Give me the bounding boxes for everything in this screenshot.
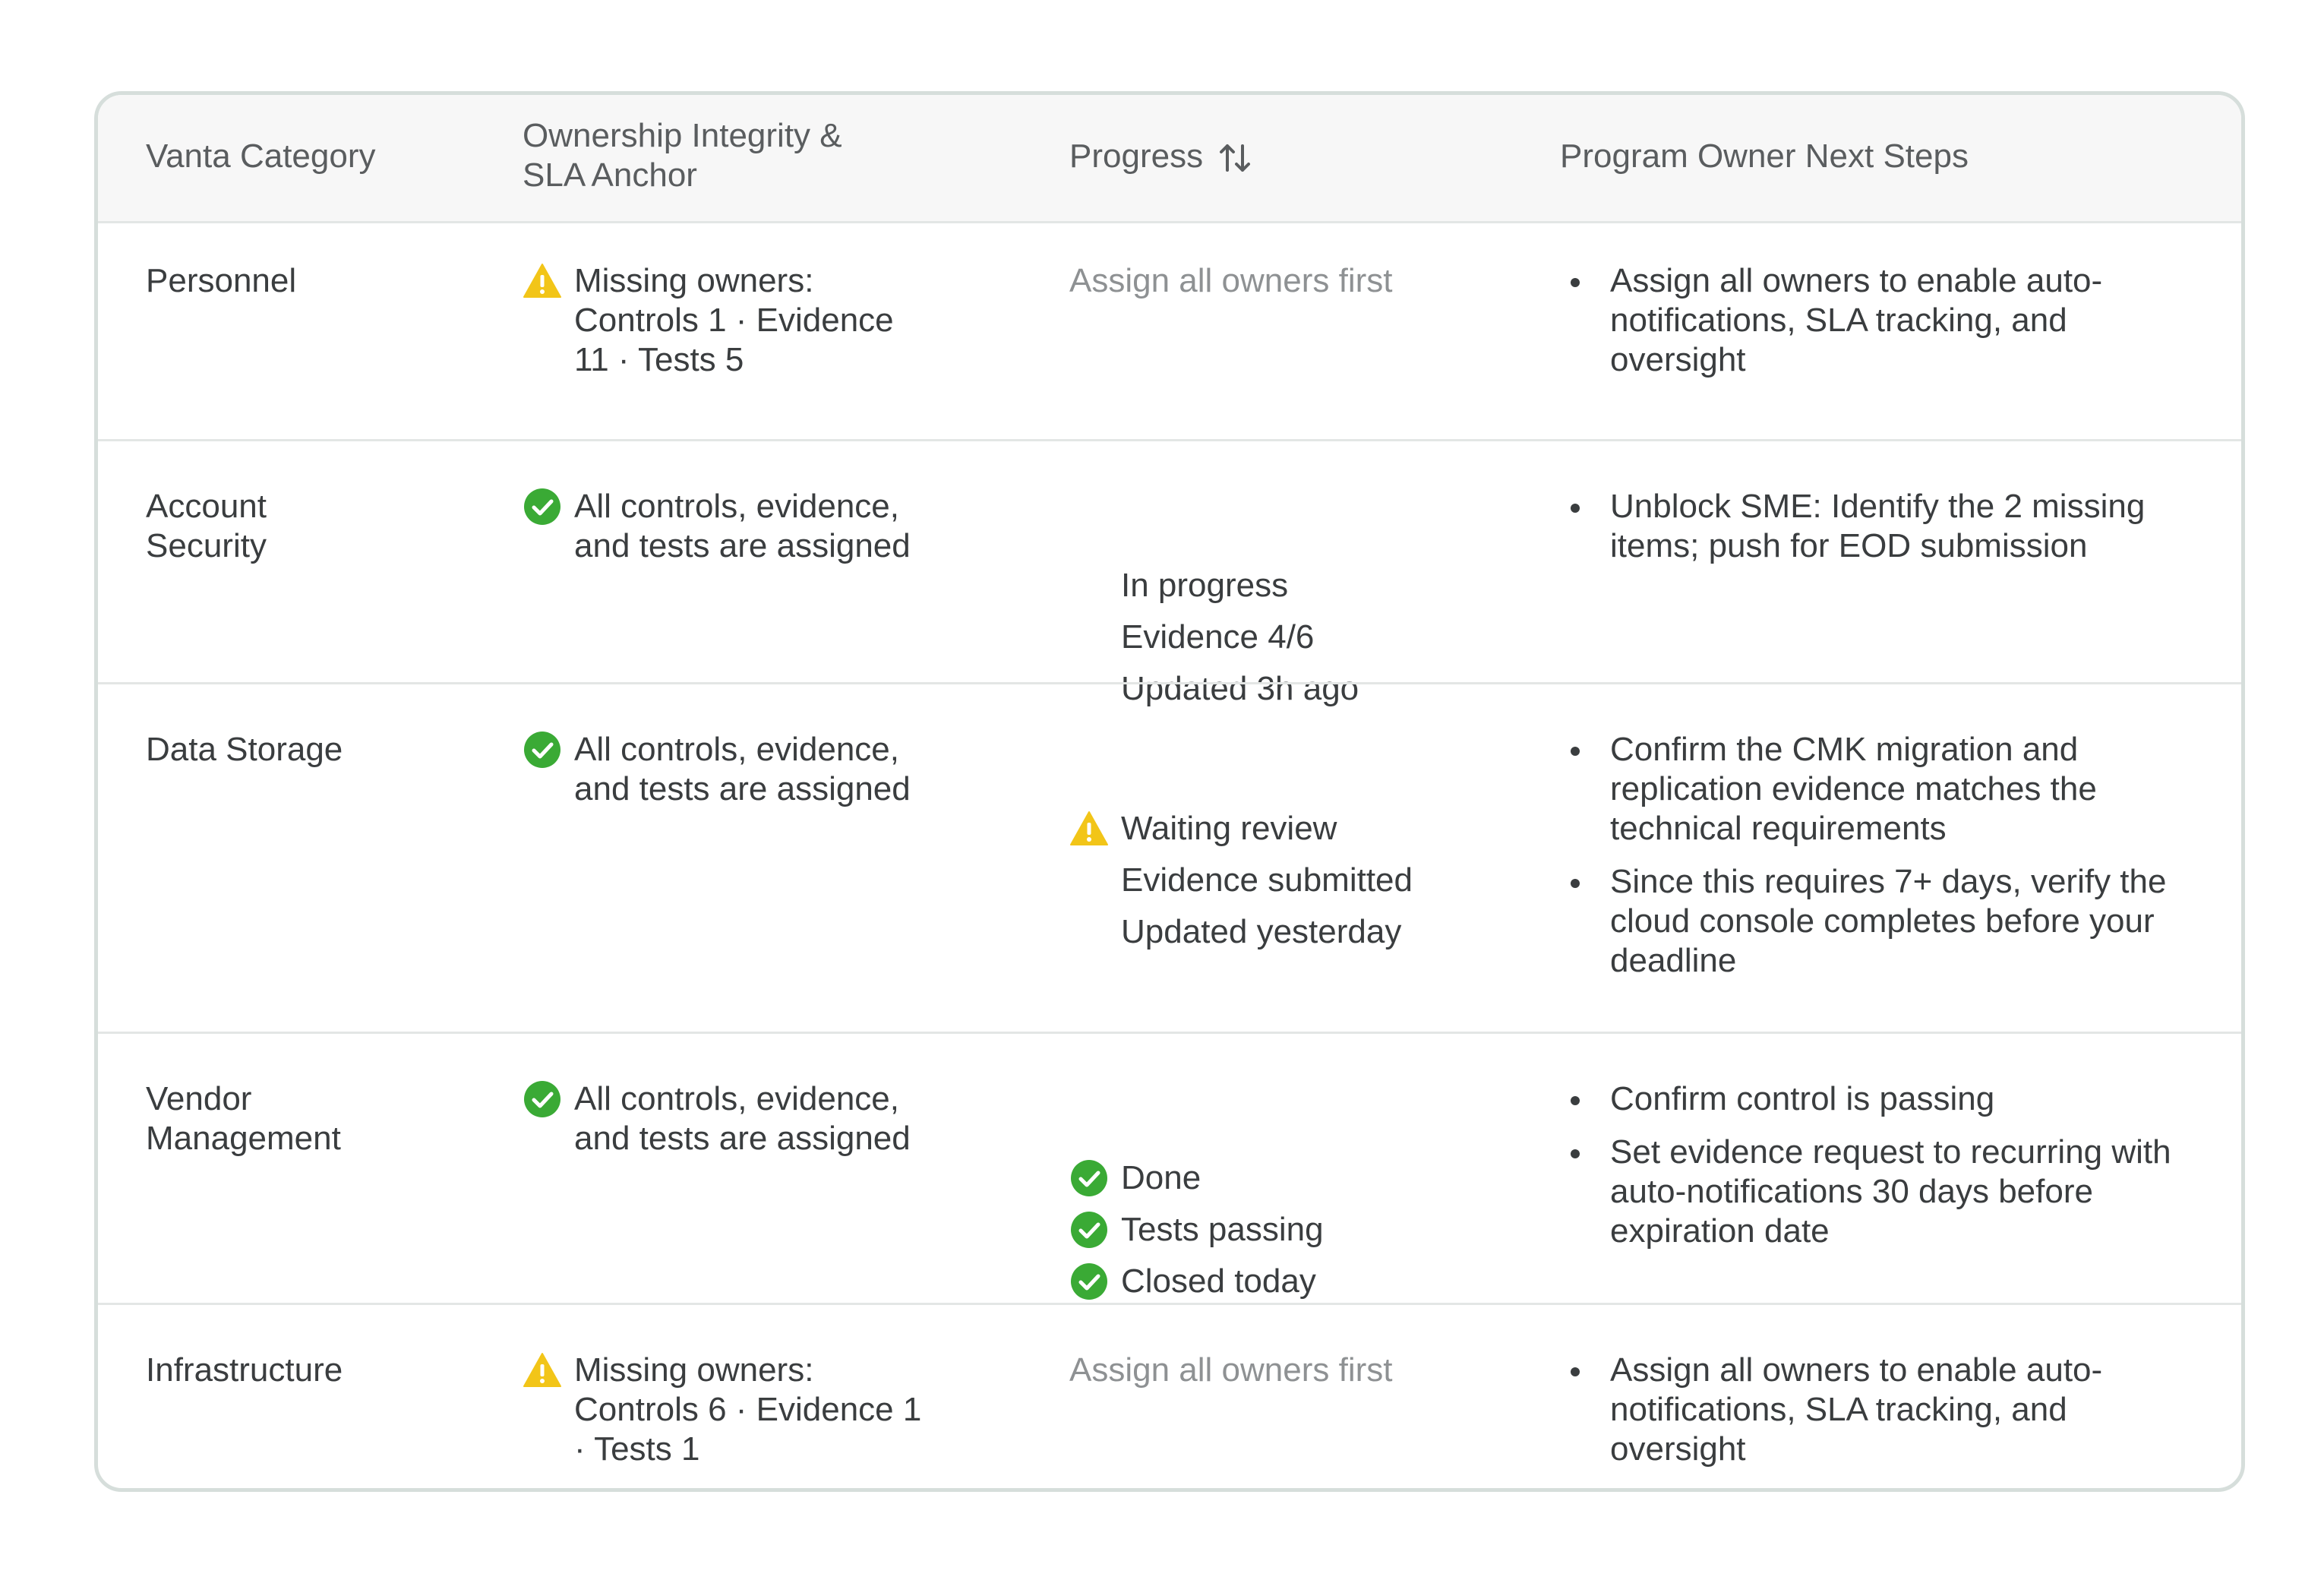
ownership-line: and tests are assigned [574, 527, 911, 564]
category-label: Personnel [146, 262, 297, 299]
category-label: Infrastructure [146, 1351, 343, 1389]
ownership-status [523, 1079, 999, 1158]
next-step-item: Assign all owners to enable auto-notifications, SLA tracking, and oversight [1560, 1351, 2183, 1469]
check-circle-icon [523, 1079, 562, 1119]
progress-line: In progress [1121, 567, 1289, 604]
next-step-item: Assign all owners to enable auto-notifications, SLA tracking, and oversight [1560, 261, 2183, 380]
progress-line-text: Closed today [1121, 1262, 1316, 1300]
ownership-status [523, 261, 999, 380]
table-header [98, 95, 2241, 223]
ownership-line: 11 · Tests 5 [574, 341, 744, 378]
next-steps [1560, 261, 2183, 393]
ownership-line: All controls, evidence, [574, 488, 899, 525]
category-line: Management [146, 1120, 341, 1157]
next-step-item: Confirm control is passing [1560, 1079, 2183, 1119]
next-step-item: Since this requires 7+ days, verify the cloud console completes before your deadline [1560, 862, 2183, 981]
category-line: Vendor [146, 1080, 252, 1117]
progress-line-text: Tests passing [1121, 1211, 1324, 1248]
check-circle-icon [1069, 1262, 1109, 1301]
sort-icon[interactable] [1217, 140, 1253, 176]
ownership-status [523, 1351, 1015, 1469]
table-row [98, 439, 2241, 707]
warning-icon [523, 1351, 562, 1390]
ownership-line: Controls 1 · Evidence [574, 302, 894, 339]
ownership-status [523, 487, 999, 566]
progress-line-text: Done [1121, 1159, 1201, 1196]
ownership-status [523, 730, 999, 809]
table-row [98, 221, 2241, 441]
table-row [98, 1303, 2241, 1490]
check-circle-icon [523, 487, 562, 526]
next-steps [1560, 487, 2183, 580]
header-progress[interactable] [1069, 137, 1253, 176]
header-progress-label: Progress [1069, 137, 1204, 175]
ownership-table-card [94, 91, 2245, 1492]
next-step-item: Unblock SME: Identify the 2 missing items; push for EOD submission [1560, 487, 2183, 566]
check-circle-icon [523, 730, 562, 769]
warning-icon [523, 261, 562, 301]
progress-line: Updated yesterday [1121, 913, 1402, 950]
ownership-line: Missing owners: [574, 262, 814, 299]
next-step-item: Set evidence request to recurring with auto-notifications 30 days before expiration date [1560, 1133, 2183, 1251]
ownership-line: All controls, evidence, [574, 1080, 899, 1117]
category-line: Security [146, 527, 267, 564]
progress-placeholder: Assign all owners first [1069, 262, 1393, 299]
header-ownership [523, 116, 842, 195]
next-steps [1560, 1079, 2183, 1265]
next-steps [1560, 730, 2183, 994]
category-label [146, 487, 267, 566]
ownership-line: Controls 6 · Evidence 1 [574, 1391, 922, 1428]
check-circle-icon [1069, 1210, 1109, 1250]
progress-placeholder: Assign all owners first [1069, 1351, 1393, 1389]
ownership-line: · Tests 1 [574, 1430, 700, 1468]
ownership-line: All controls, evidence, [574, 731, 899, 768]
header-ownership-line1: Ownership Integrity & [523, 117, 842, 154]
progress-line: Evidence 4/6 [1121, 618, 1315, 656]
category-label [146, 1079, 341, 1158]
check-circle-icon [1069, 1158, 1109, 1198]
category-line: Account [146, 488, 267, 525]
progress-line: Updated 3h ago [1121, 670, 1359, 707]
table-row [98, 682, 2241, 1034]
category-label: Data Storage [146, 731, 343, 768]
next-steps [1560, 1351, 2183, 1483]
ownership-line: and tests are assigned [574, 770, 911, 807]
ownership-line: and tests are assigned [574, 1120, 911, 1157]
progress-line: Evidence submitted [1121, 861, 1413, 899]
header-vanta-category: Vanta Category [146, 137, 376, 175]
header-next-steps: Program Owner Next Steps [1560, 137, 1969, 175]
ownership-line: Missing owners: [574, 1351, 814, 1389]
progress-line-text: Waiting review [1121, 810, 1337, 847]
table-row [98, 1032, 2241, 1305]
next-step-item: Confirm the CMK migration and replication evidence matches the technical requirements [1560, 730, 2183, 848]
header-ownership-line2: SLA Anchor [523, 156, 697, 194]
warning-icon [1069, 809, 1109, 848]
